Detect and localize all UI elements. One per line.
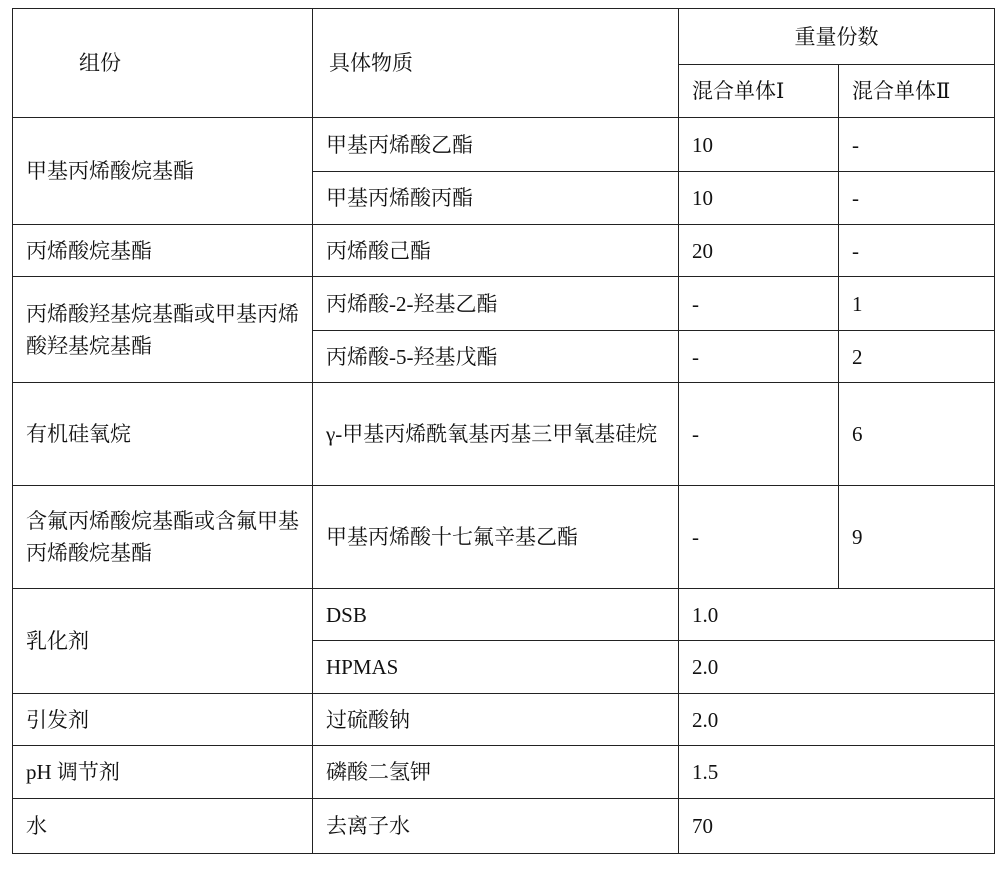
table-row: [13, 118, 995, 172]
table-row: [13, 225, 995, 277]
group-cell: 引发剂: [13, 694, 313, 746]
header-mix1: 混合单体Ⅰ: [679, 65, 839, 118]
substance-cell: 甲基丙烯酸十七氟辛基乙酯: [313, 486, 679, 589]
substance-cell: DSB: [313, 589, 679, 641]
group-cell: 有机硅氧烷: [13, 383, 313, 486]
header-substance: 具体物质: [313, 9, 679, 118]
group-cell: 水: [13, 799, 313, 854]
mix2-cell: -: [839, 225, 995, 277]
group-cell: 乳化剂: [13, 589, 313, 694]
substance-cell: 甲基丙烯酸丙酯: [313, 172, 679, 225]
table-row: [13, 486, 995, 589]
substance-cell: 丙烯酸-5-羟基戊酯: [313, 331, 679, 383]
mix2-cell: 6: [839, 383, 995, 486]
composition-table: [12, 8, 995, 854]
substance-cell: HPMAS: [313, 641, 679, 694]
header-component: 组份: [13, 9, 313, 118]
table-row: [13, 694, 995, 746]
substance-cell: 磷酸二氢钾: [313, 746, 679, 799]
mix1-cell: 20: [679, 225, 839, 277]
substance-cell: 丙烯酸-2-羟基乙酯: [313, 277, 679, 331]
mix1-cell: -: [679, 277, 839, 331]
header-weight-parts: 重量份数: [679, 9, 995, 65]
mix1-cell: -: [679, 331, 839, 383]
substance-cell: γ-甲基丙烯酰氧基丙基三甲氧基硅烷: [313, 383, 679, 486]
substance-cell: 丙烯酸己酯: [313, 225, 679, 277]
table-row: [13, 799, 995, 854]
group-cell: pH 调节剂: [13, 746, 313, 799]
mix1-cell: -: [679, 383, 839, 486]
mix2-cell: 1: [839, 277, 995, 331]
substance-cell: 甲基丙烯酸乙酯: [313, 118, 679, 172]
mix2-cell: 9: [839, 486, 995, 589]
group-cell: 丙烯酸羟基烷基酯或甲基丙烯酸羟基烷基酯: [13, 277, 313, 383]
group-cell: 甲基丙烯酸烷基酯: [13, 118, 313, 225]
table-row: [13, 383, 995, 486]
mix2-cell: -: [839, 118, 995, 172]
group-cell: 含氟丙烯酸烷基酯或含氟甲基丙烯酸烷基酯: [13, 486, 313, 589]
table-row: [13, 277, 995, 331]
value-cell: 1.5: [679, 746, 995, 799]
value-cell: 70: [679, 799, 995, 854]
substance-cell: 过硫酸钠: [313, 694, 679, 746]
value-cell: 1.0: [679, 589, 995, 641]
mix2-cell: 2: [839, 331, 995, 383]
header-row: [13, 9, 995, 65]
header-mix2: 混合单体Ⅱ: [839, 65, 995, 118]
group-cell: 丙烯酸烷基酯: [13, 225, 313, 277]
value-cell: 2.0: [679, 694, 995, 746]
table-row: [13, 589, 995, 641]
mix1-cell: -: [679, 486, 839, 589]
value-cell: 2.0: [679, 641, 995, 694]
mix1-cell: 10: [679, 118, 839, 172]
mix1-cell: 10: [679, 172, 839, 225]
mix2-cell: -: [839, 172, 995, 225]
substance-cell: 去离子水: [313, 799, 679, 854]
table-row: [13, 746, 995, 799]
